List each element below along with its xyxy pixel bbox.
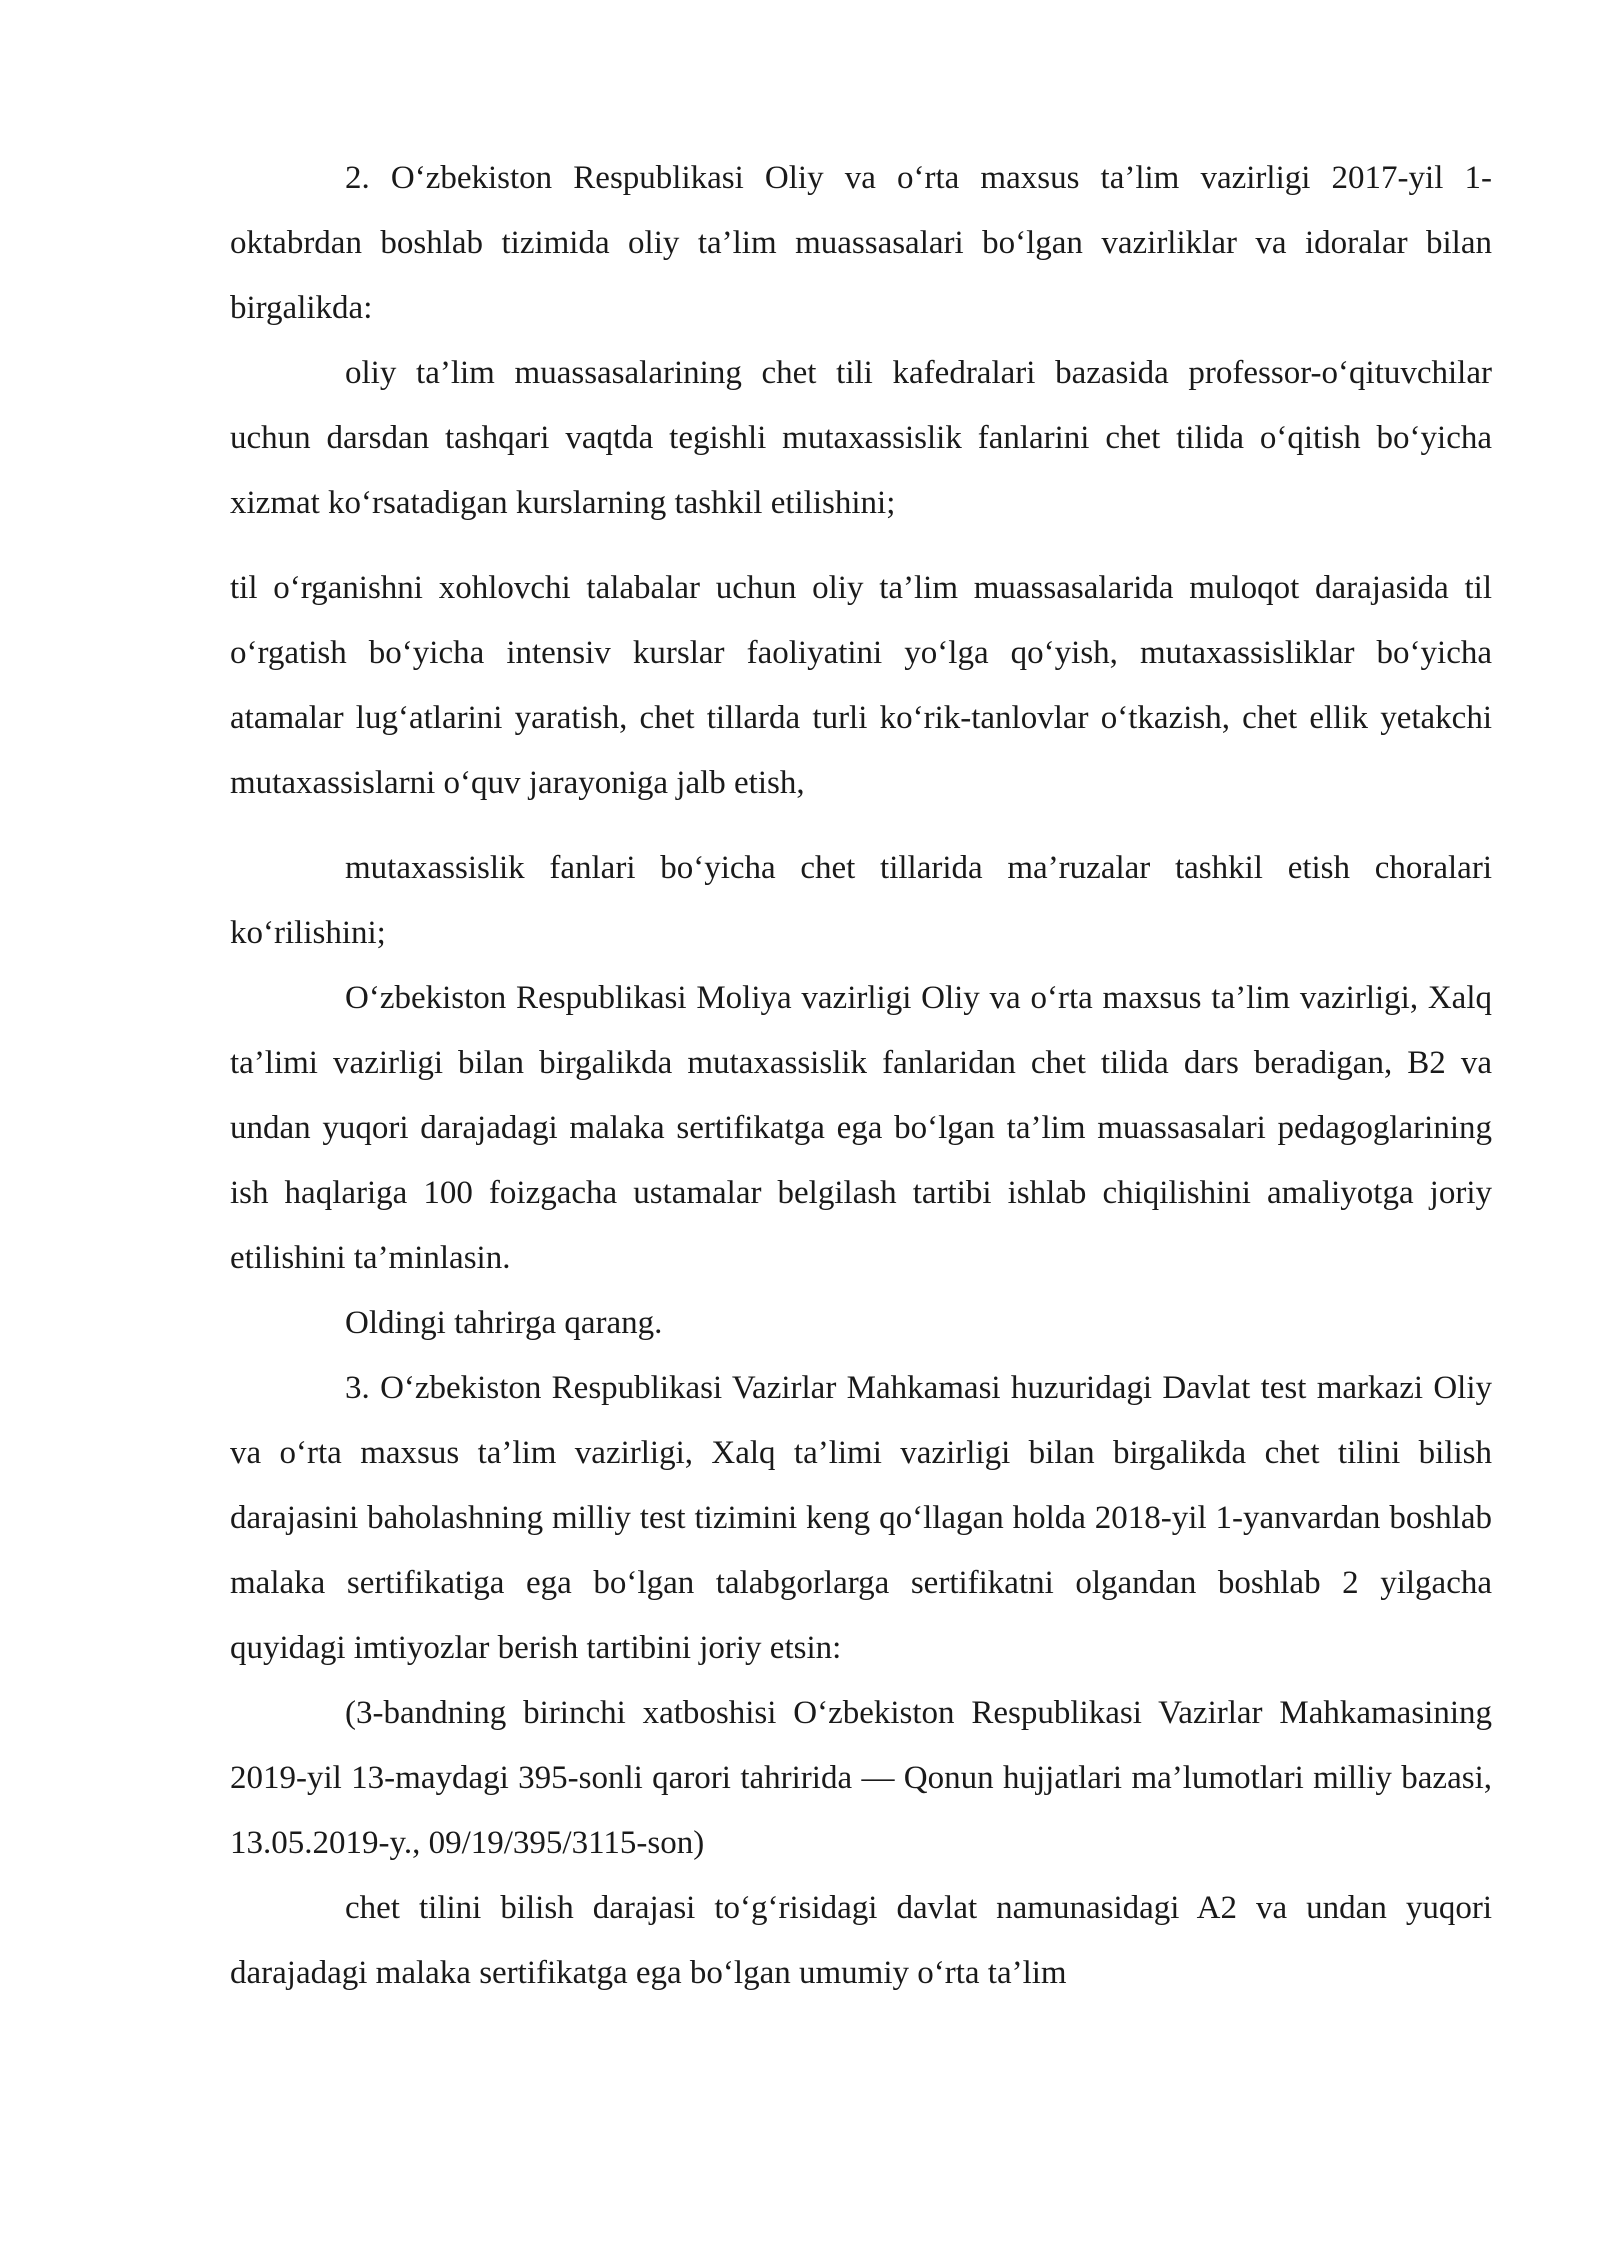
paragraph-finance-ministry: O‘zbekiston Respublikasi Moliya vazirligi Oliy va o‘rta maxsus ta’lim vazirligi, Xalq ta’limi vazirligi bilan birgalikda mutaxassislik fanlaridan chet tilida dars beradigan, B2 va undan yuqori darajadagi malaka sertifikatga ega bo‘lgan ta’lim muassasalari pedagoglarining ish haqlariga 100 foizgacha ustamalar belgilash tartibi ishlab chiqilishini amaliyotga joriy etilishini ta’minlasin. [230,980,1492,1276]
previous-edition-link[interactable]: Oldingi tahrirga qarang. [345,1305,663,1341]
paragraph-intensive-courses: til o‘rganishni xohlovchi talabalar uchun oliy ta’lim muassasalarida muloqot darajasida til o‘rgatish bo‘yicha intensiv kurslar faoliyatini yo‘lga qo‘yish, mutaxassisliklar bo‘yicha atamalar lug‘atlarini yaratish, chet tillarda turli ko‘rik-tanlovlar o‘tkazish, chet ellik yetakchi mutaxassislarni o‘quv jarayoniga jalb etish, [230,570,1492,801]
document-body [230,146,1492,2006]
paragraph-item-2: 2. O‘zbekiston Respublikasi Oliy va o‘rta maxsus ta’lim vazirligi 2017-yil 1-oktabrdan boshlab tizimida oliy ta’lim muassasalari bo‘lgan vazirliklar va idoralar bilan birgalikda: [230,160,1492,326]
paragraph-language-departments: oliy ta’lim muassasalarining chet tili kafedralari bazasida professor-o‘qituvchilar uchun darsdan tashqari vaqtda tegishli mutaxassislik fanlarini chet tilida o‘qitish bo‘yicha xizmat ko‘rsatadigan kurslarning tashkil etilishini; [230,355,1492,521]
paragraph-lectures: mutaxassislik fanlari bo‘yicha chet tillarida ma’ruzalar tashkil etish choralari ko‘rilishini; [230,850,1492,951]
paragraph-certificate-a2: chet tilini bilish darajasi to‘g‘risidagi davlat namunasidagi A2 va undan yuqori darajadagi malaka sertifikatga ega bo‘lgan umumiy o‘rta ta’lim [230,1890,1492,1991]
paragraph-amendment-note: (3-bandning birinchi xatboshisi O‘zbekiston Respublikasi Vazirlar Mahkamasining 2019-yil 13-maydagi 395-sonli qarori tahririda — Qonun hujjatlari ma’lumotlari milliy bazasi, 13.05.2019-y., 09/19/395/3115-son) [230,1695,1492,1861]
paragraph-item-3: 3. O‘zbekiston Respublikasi Vazirlar Mahkamasi huzuridagi Davlat test markazi Oliy va o‘rta maxsus ta’lim vazirligi, Xalq ta’limi vazirligi bilan birgalikda chet tilini bilish darajasini baholashning milliy test tizimini keng qo‘llagan holda 2018-yil 1-yanvardan boshlab malaka sertifikatiga ega bo‘lgan talabgorlarga sertifikatni olgandan boshlab 2 yilgacha quyidagi imtiyozlar berish tartibini joriy etsin: [230,1370,1492,1666]
